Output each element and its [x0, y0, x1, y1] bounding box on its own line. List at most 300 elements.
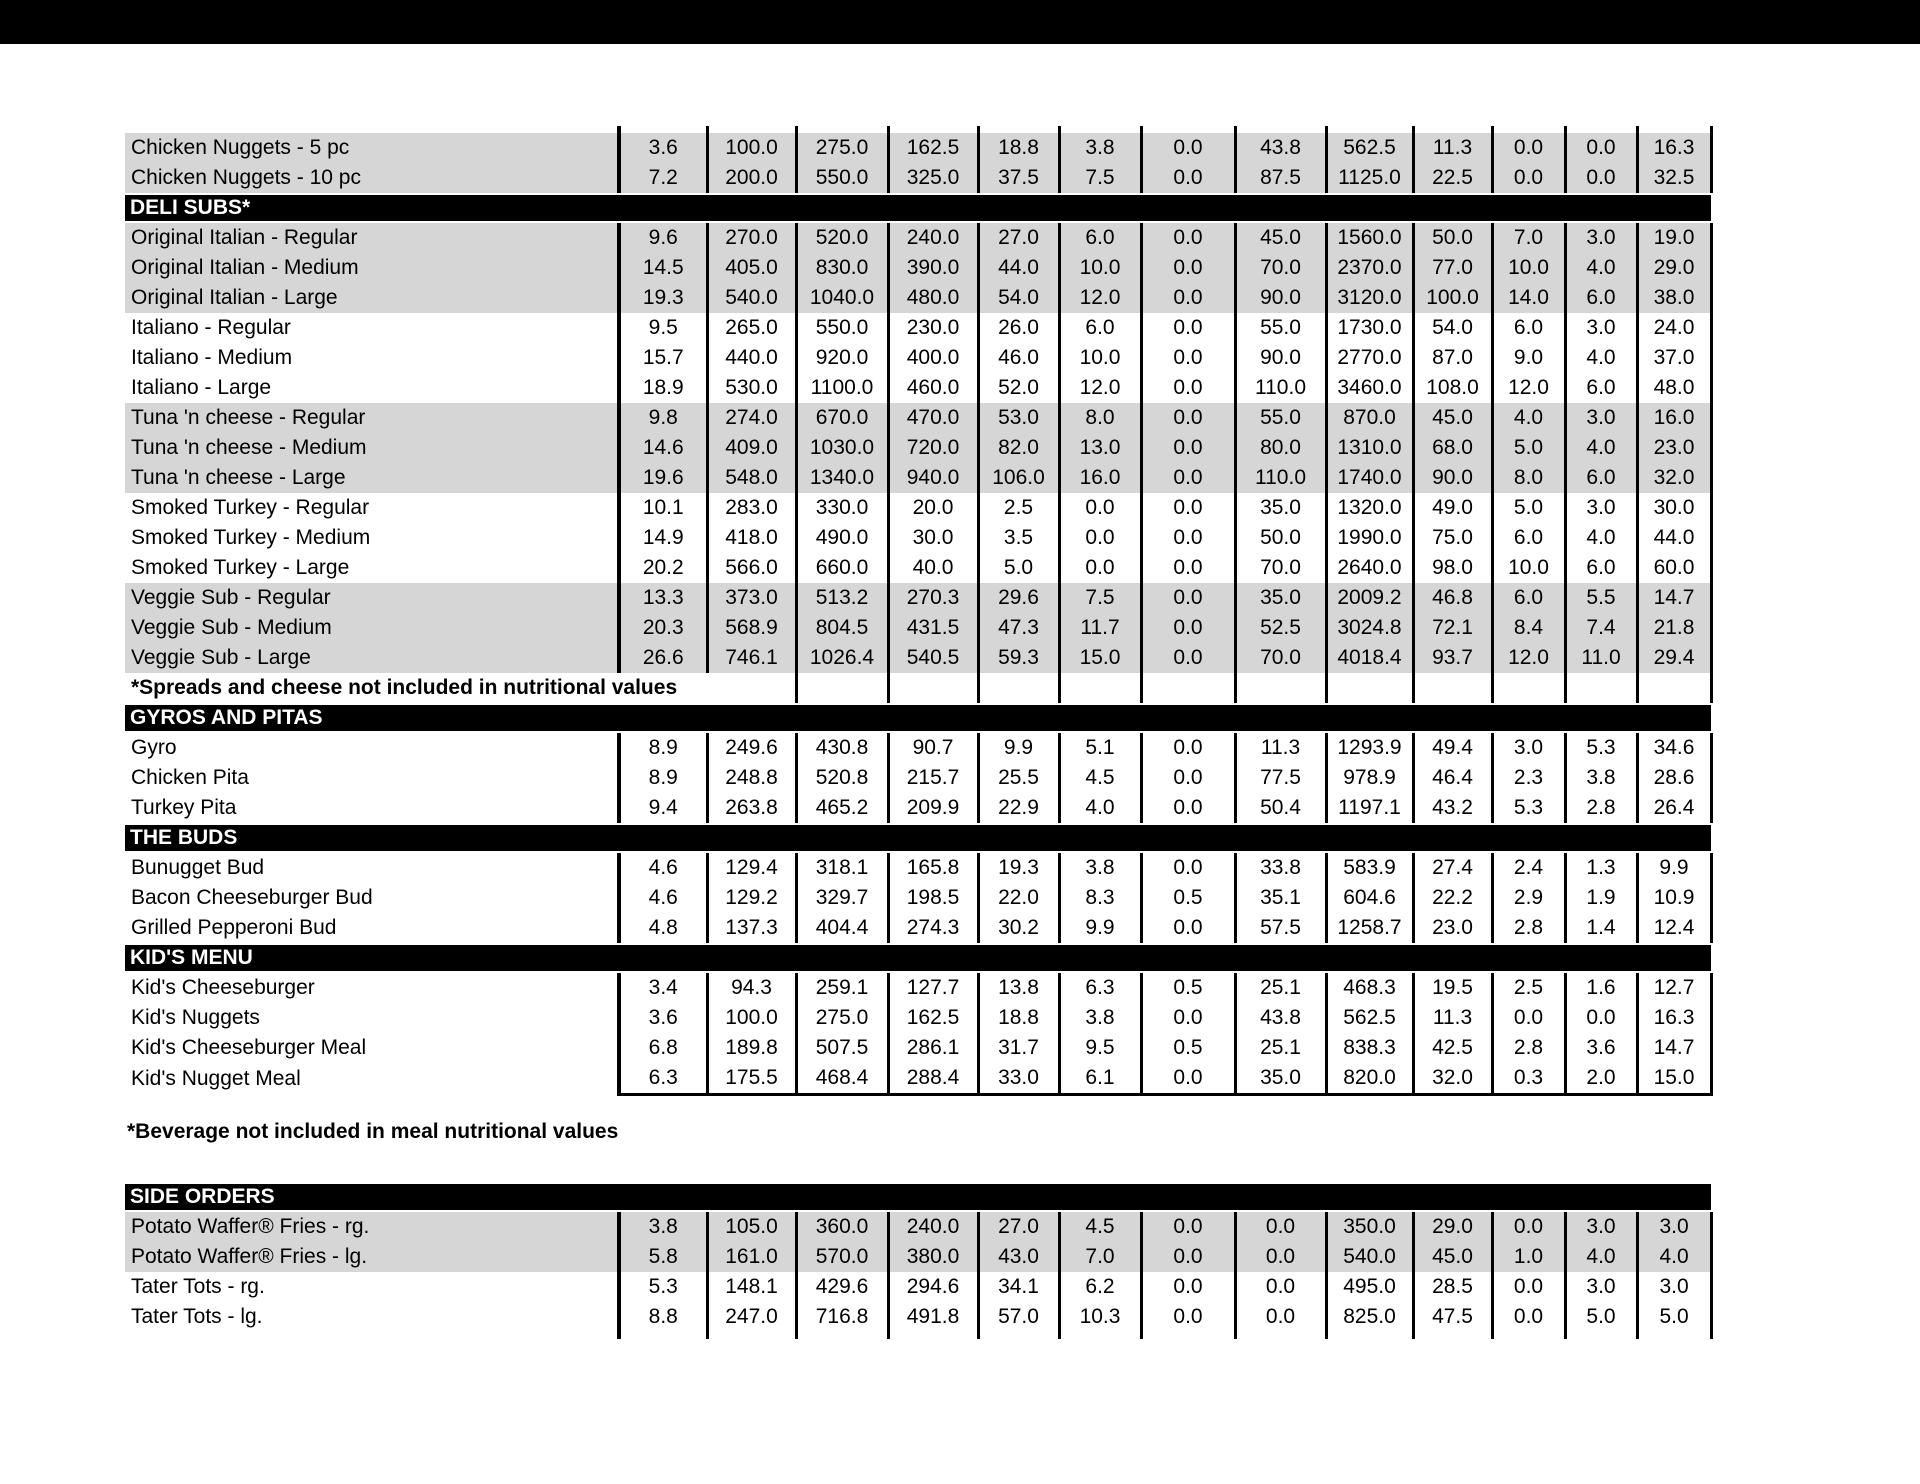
item-label: Tuna 'n cheese - Medium [125, 433, 619, 463]
empty-value-cell [1637, 673, 1711, 703]
value-cell: 746.1 [707, 643, 796, 673]
item-row [125, 1033, 1711, 1063]
empty-value-cell [796, 673, 888, 703]
value-cell: 10.0 [1492, 553, 1565, 583]
value-cell: 1026.4 [796, 643, 888, 673]
section-title: THE BUDS [125, 825, 1711, 851]
item-row [125, 493, 1711, 523]
value-cell: 49.0 [1413, 493, 1492, 523]
value-cell: 25.1 [1235, 973, 1326, 1003]
value-cell: 804.5 [796, 613, 888, 643]
value-cell: 5.3 [619, 1272, 707, 1302]
item-label: Original Italian - Medium [125, 253, 619, 283]
value-cell: 2640.0 [1326, 553, 1413, 583]
value-cell: 8.0 [1059, 403, 1141, 433]
value-cell: 11.7 [1059, 613, 1141, 643]
value-cell: 90.0 [1235, 283, 1326, 313]
value-cell: 8.9 [619, 763, 707, 793]
item-row [125, 973, 1711, 1003]
value-cell: 9.6 [619, 223, 707, 253]
value-cell: 0.0 [1141, 1003, 1235, 1033]
item-label: Turkey Pita [125, 793, 619, 823]
value-cell: 460.0 [888, 373, 978, 403]
value-cell: 12.0 [1059, 283, 1141, 313]
value-cell: 94.3 [707, 973, 796, 1003]
section-title: DELI SUBS* [125, 195, 1711, 221]
value-cell: 46.0 [978, 343, 1059, 373]
value-cell: 43.8 [1235, 1003, 1326, 1033]
value-cell: 106.0 [978, 463, 1059, 493]
value-cell: 249.6 [707, 733, 796, 763]
value-cell: 583.9 [1326, 853, 1413, 883]
value-cell: 0.0 [1141, 1063, 1235, 1095]
value-cell: 45.0 [1235, 223, 1326, 253]
item-label: Smoked Turkey - Regular [125, 493, 619, 523]
value-cell: 0.0 [1492, 1212, 1565, 1242]
value-cell: 0.0 [1141, 523, 1235, 553]
value-cell: 3.6 [619, 1003, 707, 1033]
item-row [125, 163, 1711, 193]
value-cell: 43.0 [978, 1242, 1059, 1272]
value-cell: 19.3 [619, 283, 707, 313]
stub-cell [1141, 126, 1235, 133]
value-cell: 0.0 [1141, 643, 1235, 673]
value-cell: 5.0 [978, 553, 1059, 583]
value-cell: 9.5 [619, 313, 707, 343]
value-cell: 548.0 [707, 463, 796, 493]
value-cell: 9.9 [1637, 853, 1711, 883]
value-cell: 19.5 [1413, 973, 1492, 1003]
value-cell: 274.3 [888, 913, 978, 943]
value-cell: 5.8 [619, 1242, 707, 1272]
value-cell: 562.5 [1326, 1003, 1413, 1033]
stub-cell [1141, 1332, 1235, 1339]
value-cell: 6.3 [619, 1063, 707, 1095]
item-row [125, 283, 1711, 313]
value-cell: 5.0 [1565, 1302, 1637, 1332]
value-cell: 15.0 [1637, 1063, 1711, 1095]
value-cell: 2.3 [1492, 763, 1565, 793]
value-cell: 22.2 [1413, 883, 1492, 913]
value-cell: 2.8 [1565, 793, 1637, 823]
value-cell: 70.0 [1235, 553, 1326, 583]
value-cell: 12.0 [1492, 373, 1565, 403]
stub-cell [1637, 126, 1711, 133]
item-row [125, 523, 1711, 553]
value-cell: 465.2 [796, 793, 888, 823]
value-cell: 129.2 [707, 883, 796, 913]
item-row [125, 313, 1711, 343]
value-cell: 6.2 [1059, 1272, 1141, 1302]
value-cell: 4.5 [1059, 1212, 1141, 1242]
value-cell: 0.0 [1492, 1302, 1565, 1332]
value-cell: 1293.9 [1326, 733, 1413, 763]
value-cell: 6.0 [1492, 583, 1565, 613]
value-cell: 350.0 [1326, 1212, 1413, 1242]
value-cell: 5.0 [1637, 1302, 1711, 1332]
item-label: Tater Tots - rg. [125, 1272, 619, 1302]
value-cell: 4.0 [1565, 1242, 1637, 1272]
value-cell: 1340.0 [796, 463, 888, 493]
value-cell: 32.5 [1637, 163, 1711, 193]
value-cell: 1125.0 [1326, 163, 1413, 193]
value-cell: 431.5 [888, 613, 978, 643]
section-header-row [125, 1182, 1711, 1212]
value-cell: 570.0 [796, 1242, 888, 1272]
stub-cell [796, 126, 888, 133]
value-cell: 35.0 [1235, 583, 1326, 613]
item-label: Chicken Nuggets - 10 pc [125, 163, 619, 193]
value-cell: 404.4 [796, 913, 888, 943]
value-cell: 870.0 [1326, 403, 1413, 433]
value-cell: 137.3 [707, 913, 796, 943]
value-cell: 1.0 [1492, 1242, 1565, 1272]
value-cell: 4.0 [1637, 1242, 1711, 1272]
value-cell: 0.0 [1235, 1272, 1326, 1302]
value-cell: 4.8 [619, 913, 707, 943]
value-cell: 230.0 [888, 313, 978, 343]
value-cell: 0.0 [1141, 913, 1235, 943]
item-label: Tuna 'n cheese - Large [125, 463, 619, 493]
value-cell: 12.0 [1059, 373, 1141, 403]
value-cell: 491.8 [888, 1302, 978, 1332]
value-cell: 507.5 [796, 1033, 888, 1063]
value-cell: 1.6 [1565, 973, 1637, 1003]
value-cell: 6.3 [1059, 973, 1141, 1003]
value-cell: 3.6 [619, 133, 707, 163]
value-cell: 4.0 [1565, 343, 1637, 373]
stub-cell [888, 1332, 978, 1339]
value-cell: 0.0 [1565, 133, 1637, 163]
value-cell: 0.0 [1141, 433, 1235, 463]
value-cell: 920.0 [796, 343, 888, 373]
value-cell: 0.3 [1492, 1063, 1565, 1095]
item-row [125, 643, 1711, 673]
value-cell: 940.0 [888, 463, 978, 493]
value-cell: 6.0 [1565, 283, 1637, 313]
item-label: Original Italian - Regular [125, 223, 619, 253]
value-cell: 34.1 [978, 1272, 1059, 1302]
value-cell: 21.8 [1637, 613, 1711, 643]
value-cell: 248.8 [707, 763, 796, 793]
item-label: Veggie Sub - Large [125, 643, 619, 673]
empty-value-cell [1326, 673, 1413, 703]
value-cell: 57.0 [978, 1302, 1059, 1332]
value-cell: 390.0 [888, 253, 978, 283]
value-cell: 405.0 [707, 253, 796, 283]
value-cell: 2009.2 [1326, 583, 1413, 613]
value-cell: 16.3 [1637, 1003, 1711, 1033]
value-cell: 34.6 [1637, 733, 1711, 763]
value-cell: 978.9 [1326, 763, 1413, 793]
empty-value-cell [1492, 673, 1565, 703]
value-cell: 270.0 [707, 223, 796, 253]
value-cell: 288.4 [888, 1063, 978, 1095]
value-cell: 6.0 [1565, 553, 1637, 583]
value-cell: 6.0 [1059, 313, 1141, 343]
value-cell: 48.0 [1637, 373, 1711, 403]
value-cell: 1040.0 [796, 283, 888, 313]
value-cell: 12.4 [1637, 913, 1711, 943]
value-cell: 0.0 [1492, 1003, 1565, 1033]
value-cell: 72.1 [1413, 613, 1492, 643]
value-cell: 4.6 [619, 853, 707, 883]
value-cell: 9.4 [619, 793, 707, 823]
value-cell: 838.3 [1326, 1033, 1413, 1063]
value-cell: 175.5 [707, 1063, 796, 1095]
item-row [125, 883, 1711, 913]
value-cell: 3.0 [1565, 1272, 1637, 1302]
item-label: Smoked Turkey - Medium [125, 523, 619, 553]
value-cell: 820.0 [1326, 1063, 1413, 1095]
value-cell: 26.4 [1637, 793, 1711, 823]
value-cell: 294.6 [888, 1272, 978, 1302]
value-cell: 45.0 [1413, 403, 1492, 433]
value-cell: 330.0 [796, 493, 888, 523]
value-cell: 4.0 [1565, 433, 1637, 463]
value-cell: 6.0 [1492, 313, 1565, 343]
value-cell: 825.0 [1326, 1302, 1413, 1332]
value-cell: 0.0 [1141, 403, 1235, 433]
value-cell: 259.1 [796, 973, 888, 1003]
value-cell: 25.1 [1235, 1033, 1326, 1063]
item-label: Smoked Turkey - Large [125, 553, 619, 583]
value-cell: 0.5 [1141, 1033, 1235, 1063]
value-cell: 550.0 [796, 313, 888, 343]
value-cell: 3.8 [1059, 133, 1141, 163]
value-cell: 3.0 [1565, 313, 1637, 343]
value-cell: 9.8 [619, 403, 707, 433]
value-cell: 18.9 [619, 373, 707, 403]
value-cell: 10.3 [1059, 1302, 1141, 1332]
value-cell: 4.0 [1059, 793, 1141, 823]
value-cell: 0.0 [1492, 163, 1565, 193]
value-cell: 670.0 [796, 403, 888, 433]
item-label: Tuna 'n cheese - Regular [125, 403, 619, 433]
value-cell: 165.8 [888, 853, 978, 883]
value-cell: 247.0 [707, 1302, 796, 1332]
value-cell: 0.0 [1141, 493, 1235, 523]
value-cell: 604.6 [1326, 883, 1413, 913]
value-cell: 0.0 [1059, 523, 1141, 553]
value-cell: 23.0 [1413, 913, 1492, 943]
value-cell: 32.0 [1413, 1063, 1492, 1095]
value-cell: 29.0 [1413, 1212, 1492, 1242]
value-cell: 29.0 [1637, 253, 1711, 283]
value-cell: 2.5 [1492, 973, 1565, 1003]
stub-cell [888, 126, 978, 133]
item-label: Kid's Nuggets [125, 1003, 619, 1033]
item-row [125, 763, 1711, 793]
value-cell: 43.2 [1413, 793, 1492, 823]
value-cell: 6.0 [1059, 223, 1141, 253]
value-cell: 27.0 [978, 223, 1059, 253]
value-cell: 540.5 [888, 643, 978, 673]
value-cell: 240.0 [888, 223, 978, 253]
value-cell: 16.3 [1637, 133, 1711, 163]
value-cell: 20.3 [619, 613, 707, 643]
empty-value-cell [1141, 673, 1235, 703]
value-cell: 90.0 [1413, 463, 1492, 493]
value-cell: 98.0 [1413, 553, 1492, 583]
value-cell: 13.3 [619, 583, 707, 613]
section-header-row [125, 823, 1711, 853]
value-cell: 29.6 [978, 583, 1059, 613]
value-cell: 720.0 [888, 433, 978, 463]
value-cell: 45.0 [1413, 1242, 1492, 1272]
value-cell: 3.0 [1565, 493, 1637, 523]
value-cell: 1.3 [1565, 853, 1637, 883]
value-cell: 25.5 [978, 763, 1059, 793]
value-cell: 2.9 [1492, 883, 1565, 913]
value-cell: 15.7 [619, 343, 707, 373]
value-cell: 0.0 [1141, 553, 1235, 583]
value-cell: 9.5 [1059, 1033, 1141, 1063]
value-cell: 93.7 [1413, 643, 1492, 673]
value-cell: 60.0 [1637, 553, 1711, 583]
empty-value-cell [1235, 673, 1326, 703]
value-cell: 274.0 [707, 403, 796, 433]
item-row [125, 433, 1711, 463]
value-cell: 4.6 [619, 883, 707, 913]
value-cell: 0.0 [1141, 583, 1235, 613]
value-cell: 27.0 [978, 1212, 1059, 1242]
value-cell: 0.0 [1141, 133, 1235, 163]
item-label: Potato Waffer® Fries - rg. [125, 1212, 619, 1242]
stub-cell [619, 126, 707, 133]
value-cell: 3.8 [619, 1212, 707, 1242]
value-cell: 0.0 [1565, 163, 1637, 193]
item-row [125, 853, 1711, 883]
value-cell: 5.5 [1565, 583, 1637, 613]
value-cell: 286.1 [888, 1033, 978, 1063]
value-cell: 70.0 [1235, 643, 1326, 673]
stub-cell [1235, 1332, 1326, 1339]
value-cell: 54.0 [1413, 313, 1492, 343]
item-label: Kid's Nugget Meal [125, 1063, 619, 1095]
stub-cell [1326, 1332, 1413, 1339]
item-row [125, 793, 1711, 823]
value-cell: 0.0 [1141, 853, 1235, 883]
value-cell: 44.0 [1637, 523, 1711, 553]
value-cell: 3.5 [978, 523, 1059, 553]
value-cell: 47.3 [978, 613, 1059, 643]
value-cell: 14.5 [619, 253, 707, 283]
value-cell: 161.0 [707, 1242, 796, 1272]
value-cell: 275.0 [796, 133, 888, 163]
value-cell: 54.0 [978, 283, 1059, 313]
value-cell: 530.0 [707, 373, 796, 403]
value-cell: 40.0 [888, 553, 978, 583]
value-cell: 373.0 [707, 583, 796, 613]
value-cell: 18.8 [978, 1003, 1059, 1033]
item-row [125, 133, 1711, 163]
value-cell: 1320.0 [1326, 493, 1413, 523]
value-cell: 540.0 [1326, 1242, 1413, 1272]
stub-cell [1326, 126, 1413, 133]
value-cell: 0.0 [1141, 613, 1235, 643]
value-cell: 329.7 [796, 883, 888, 913]
item-label: Chicken Pita [125, 763, 619, 793]
value-cell: 1100.0 [796, 373, 888, 403]
value-cell: 5.3 [1492, 793, 1565, 823]
value-cell: 3.8 [1565, 763, 1637, 793]
value-cell: 30.0 [1637, 493, 1711, 523]
value-cell: 440.0 [707, 343, 796, 373]
value-cell: 3.0 [1637, 1212, 1711, 1242]
value-cell: 520.8 [796, 763, 888, 793]
value-cell: 22.0 [978, 883, 1059, 913]
value-cell: 105.0 [707, 1212, 796, 1242]
section-header-row [125, 943, 1711, 973]
value-cell: 19.6 [619, 463, 707, 493]
value-cell: 24.0 [1637, 313, 1711, 343]
value-cell: 11.3 [1413, 1003, 1492, 1033]
value-cell: 263.8 [707, 793, 796, 823]
value-cell: 283.0 [707, 493, 796, 523]
beverage-note: *Beverage not included in meal nutritional values [127, 1120, 619, 1143]
value-cell: 5.0 [1492, 433, 1565, 463]
value-cell: 0.0 [1141, 163, 1235, 193]
item-label: Bacon Cheeseburger Bud [125, 883, 619, 913]
value-cell: 566.0 [707, 553, 796, 583]
value-cell: 562.5 [1326, 133, 1413, 163]
value-cell: 28.6 [1637, 763, 1711, 793]
value-cell: 35.1 [1235, 883, 1326, 913]
value-cell: 42.5 [1413, 1033, 1492, 1063]
value-cell: 90.7 [888, 733, 978, 763]
value-cell: 32.0 [1637, 463, 1711, 493]
value-cell: 3.8 [1059, 1003, 1141, 1033]
section-header-row [125, 703, 1711, 733]
value-cell: 9.0 [1492, 343, 1565, 373]
value-cell: 37.0 [1637, 343, 1711, 373]
value-cell: 550.0 [796, 163, 888, 193]
value-cell: 380.0 [888, 1242, 978, 1272]
value-cell: 0.0 [1235, 1242, 1326, 1272]
value-cell: 0.0 [1059, 553, 1141, 583]
value-cell: 162.5 [888, 133, 978, 163]
value-cell: 0.0 [1141, 313, 1235, 343]
value-cell: 3.0 [1565, 223, 1637, 253]
stub-cell [978, 126, 1059, 133]
item-row [125, 553, 1711, 583]
item-row [125, 613, 1711, 643]
value-cell: 0.0 [1492, 133, 1565, 163]
stub-cell [1413, 1332, 1492, 1339]
item-row [125, 1063, 1711, 1095]
value-cell: 1560.0 [1326, 223, 1413, 253]
item-label: Gyro [125, 733, 619, 763]
stub-cell [1235, 126, 1326, 133]
item-row [125, 1242, 1711, 1272]
value-cell: 1740.0 [1326, 463, 1413, 493]
value-cell: 6.0 [1565, 373, 1637, 403]
value-cell: 68.0 [1413, 433, 1492, 463]
value-cell: 468.4 [796, 1063, 888, 1095]
value-cell: 14.6 [619, 433, 707, 463]
value-cell: 3460.0 [1326, 373, 1413, 403]
value-cell: 4.5 [1059, 763, 1141, 793]
value-cell: 2770.0 [1326, 343, 1413, 373]
value-cell: 1030.0 [796, 433, 888, 463]
value-cell: 22.9 [978, 793, 1059, 823]
value-cell: 468.3 [1326, 973, 1413, 1003]
value-cell: 660.0 [796, 553, 888, 583]
value-cell: 265.0 [707, 313, 796, 343]
value-cell: 2370.0 [1326, 253, 1413, 283]
stub-cell [707, 126, 796, 133]
